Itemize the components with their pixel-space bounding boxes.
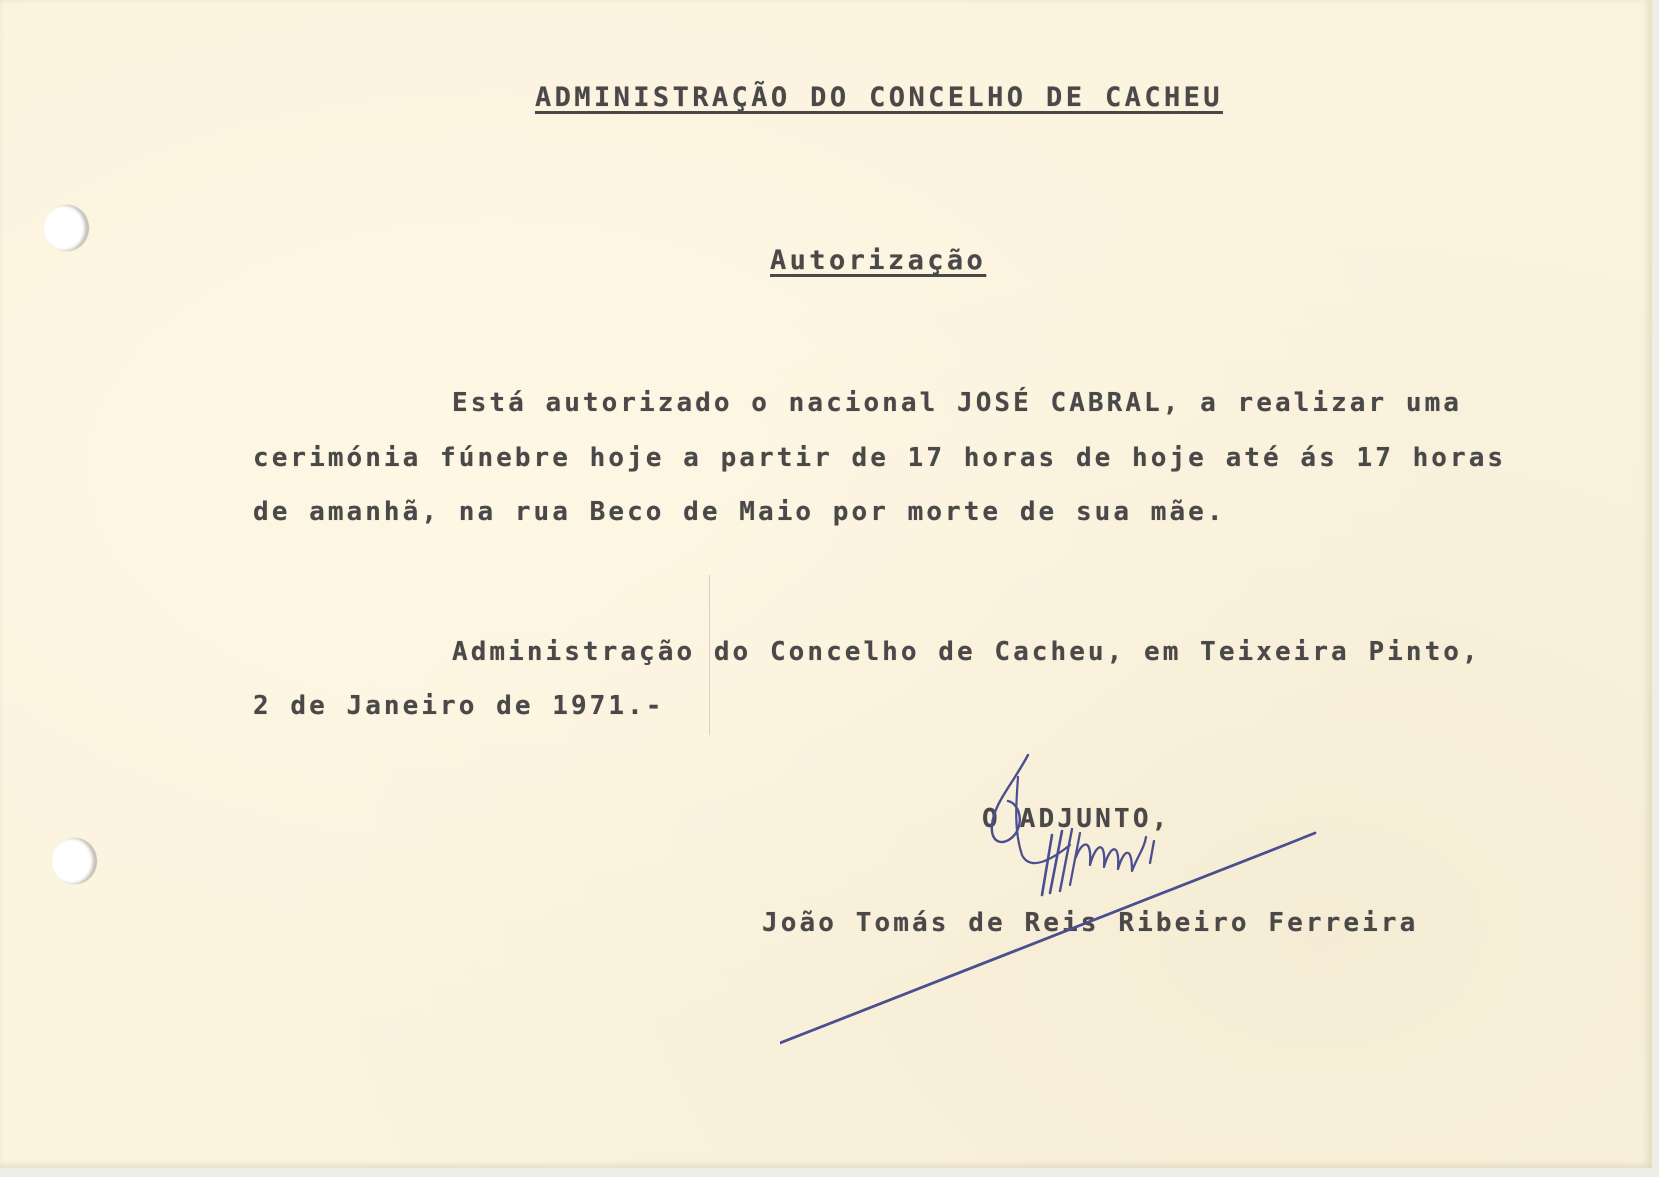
document-header: ADMINISTRAÇÃO DO CONCELHO DE CACHEU [535, 82, 1223, 113]
signatory-name: João Tomás de Reis Ribeiro Ferreira [762, 908, 1419, 938]
body-line: Está autorizado o nacional JOSÉ CABRAL, a realizar uma [452, 388, 1462, 418]
signatory-title: O ADJUNTO, [982, 804, 1171, 834]
signature-icon [780, 745, 1350, 1055]
place-date-line: Administração do Concelho de Cacheu, em Teixeira Pinto, [452, 637, 1481, 667]
body-line: de amanhã, na rua Beco de Maio por morte de sua mãe. [253, 497, 1226, 527]
document-title: Autorização [770, 245, 987, 276]
punch-hole-icon [52, 838, 96, 884]
punch-hole-icon [44, 205, 88, 251]
place-date-line: 2 de Janeiro de 1971.- [253, 691, 665, 721]
body-line: cerimónia fúnebre hoje a partir de 17 horas de hoje até ás 17 horas [253, 443, 1507, 473]
